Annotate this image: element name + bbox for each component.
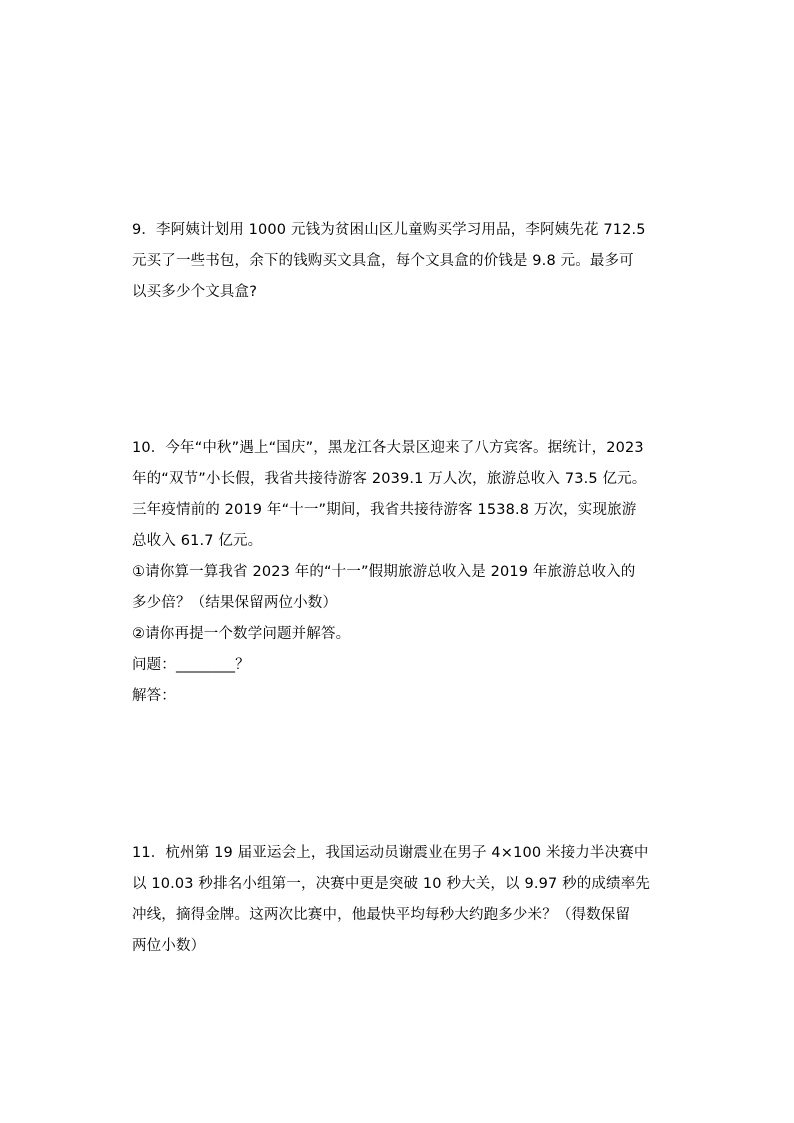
question-10-sub-2: ②请你再提一个数学问题并解答。 (132, 626, 351, 642)
question-10-sub-1: ①请你算一算我省 2023 年的“十一”假期旅游总收入是 2019 年旅游总收入的 (132, 564, 636, 580)
question-10-line-2: 年的“双节”小长假，我省共接待游客 2039.1 万人次，旅游总收入 73.5 亿元。 (132, 471, 647, 487)
question-9-line-3: 以买多少个文具盒? (132, 284, 258, 300)
question-11-line-1: 11．杭州第 19 届亚运会上，我国运动员谢震业在男子 4×100 米接力半决赛中 (132, 845, 649, 861)
question-10-line-3: 三年疫情前的 2019 年“十一”期间，我省共接待游客 1538.8 万次，实现旅游 (132, 502, 637, 518)
question-9-line-1: 9．李阿姨计划用 1000 元钱为贫困山区儿童购买学习用品，李阿姨先花 712.5 (132, 222, 646, 238)
question-10 (132, 433, 677, 712)
question-10-line-4: 总收入 61.7 亿元。 (132, 533, 263, 549)
question-11-line-2: 以 10.03 秒排名小组第一，决赛中更是突破 10 秒大关，以 9.97 秒的成绩率先 (132, 876, 650, 892)
question-10-line-1: 10．今年“中秋”遇上“国庆”，黑龙江各大景区迎来了八方宾客。据统计，2023 (132, 440, 644, 456)
question-11-line-4: 两位小数） (132, 938, 206, 954)
question-10-problem-blank: 问题：________？ (132, 657, 250, 673)
question-9 (132, 215, 677, 308)
question-9-line-2: 元买了一些书包，余下的钱购买文具盒，每个文具盒的价钱是 9.8 元。最多可 (132, 253, 634, 269)
question-10-answer-label: 解答： (132, 688, 176, 704)
question-10-sub-1-cont: 多少倍？（结果保留两位小数） (132, 595, 338, 611)
question-11-line-3: 冲线，摘得金牌。这两次比赛中，他最快平均每秒大约跑多少米？（得数保留 (132, 907, 631, 923)
question-11 (132, 838, 677, 962)
